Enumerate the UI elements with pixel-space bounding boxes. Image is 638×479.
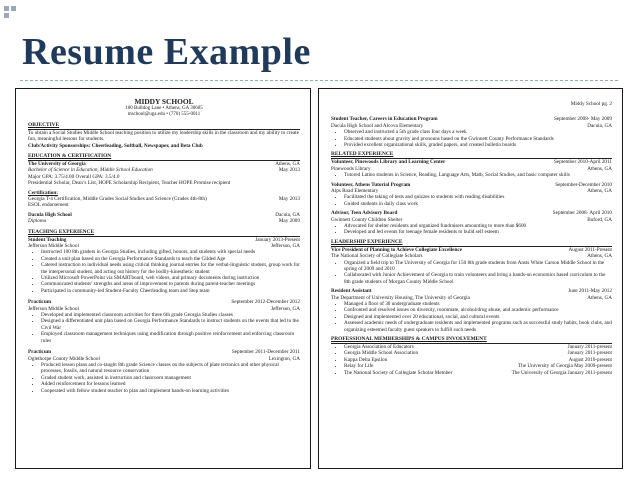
list-item: • Designed and implemented over 20 educational, social, and cultural events xyxy=(344,314,612,320)
membership-name: • Georgia Middle School Association xyxy=(344,350,419,357)
practicum2-role: Practicum xyxy=(28,349,52,356)
certification-line: Georgia T-4 Certification, Middle Grades Social Studies and Science (Grades 4th-8th) xyxy=(28,196,207,203)
entry1-role: Student Teacher, Careers in Education Program xyxy=(331,116,438,123)
list-item: • Catered instruction to individual needs using critical thinking journal entries for the verbal-linguistic student, group work for the interpersonal student, and acting out history for the bodily-kinesthetic student xyxy=(41,262,300,275)
highschool-diploma: Diploma xyxy=(28,218,47,225)
related0-org: Pinewoods Library xyxy=(331,165,371,172)
practicum2-bullets xyxy=(28,362,300,394)
membership-name: • Georgia Association of Educators xyxy=(344,343,414,350)
related2-role: Advisor, Teen Advisory Board xyxy=(331,210,398,217)
membership-name: • Relay for Life xyxy=(344,363,374,370)
education-location: Athens, GA xyxy=(275,161,300,168)
leadership0-bullets xyxy=(331,260,612,286)
list-item: • Employed classroom management techniques using modification through positive reinforcement and enforcing classroom rules xyxy=(41,331,300,344)
list-item: • Confronted and resolved issues on diversity, roommate, alcohol/drug abuse, and academic performance xyxy=(344,307,612,313)
membership-dates: January 2011-present xyxy=(567,350,612,357)
education-gpa: Major GPA: 3.75/4.00 Overall GPA: 3.5/4.0 xyxy=(28,173,120,180)
teaching-role: Student Teaching xyxy=(28,236,67,243)
leadership1-bullets xyxy=(331,301,612,333)
list-item: • Created a unit plan based on the Georgia Performance Standards to teach the Gilded Age xyxy=(41,256,300,262)
list-item: • Developed and implemented classroom activities for three 6th grade Georgia Studies classes xyxy=(41,312,300,318)
memberships-list xyxy=(331,344,612,376)
corner-decoration xyxy=(4,6,18,20)
list-item: • Graded student work, assisted in instruction and classroom management xyxy=(41,375,300,381)
list-item: • Guided students in daily class work xyxy=(344,201,612,207)
list-item: • Tutored Latino students in Science, Reading, Language Arts, Math, Social Studies, and basic computer skills xyxy=(344,172,612,178)
related0-role: Volunteer, Pinewoods Library and Learning Center xyxy=(331,159,446,166)
education-date: May 2013 xyxy=(278,167,300,174)
list-item: • Designed a differentiated unit plan based on Georgia Performance Standards to instruct students on the events that led to the Civil War xyxy=(41,318,300,331)
entry1-bullets xyxy=(331,129,612,148)
leadership1-role: Resident Assistant xyxy=(331,288,372,295)
list-item: • Educated students about gravity and pronouns based on the Gwinnett County Performance Standards xyxy=(344,136,612,142)
list-item: • Organized a field trip to The University of Georgia for 150 8th grade students from Ansts White Carson Middle School in the spring of 2009 and 2010 xyxy=(344,260,612,273)
membership-dates: The University of Georgia January 2011-present xyxy=(511,369,612,376)
related0-dates: September 2010-April 2011 xyxy=(553,159,612,166)
slide-title: Resume Example xyxy=(22,31,311,73)
list-item: • Added reinforcement for lessons learned xyxy=(41,381,300,387)
membership-dates: August 2010-present xyxy=(568,356,612,363)
practicum1-role: Practicum xyxy=(28,299,52,306)
list-item: • Developed and led events for teenage female residents to build self esteem xyxy=(344,229,612,235)
highschool-name: Dacula High School xyxy=(28,211,72,218)
resume-address: 100 Bulldog Lane • Athens, GA 30605 xyxy=(125,106,203,111)
list-item xyxy=(344,370,612,376)
membership-dates: The University of Georgia May 2009-present xyxy=(518,363,612,370)
related1-dates: September-December 2010 xyxy=(555,181,612,188)
list-item: • Utilized Microsoft PowerPoint via SMARTboard, web videos, and primary documents during instruction xyxy=(41,275,300,281)
practicum2-school-row xyxy=(28,356,300,362)
section-heading-objective: OBJECTIVE xyxy=(28,122,300,130)
list-item: • Cooperated with fellow student teacher to plan and implement hands-on learning activities xyxy=(41,388,300,394)
education-degree-row xyxy=(28,167,300,173)
highschool-diploma-row xyxy=(28,218,300,224)
entry1-dates: September 2008- May 2009 xyxy=(553,116,612,123)
membership-name: • The National Society of Collegiate Scholar Member xyxy=(344,369,453,376)
education-school: The University of Georgia xyxy=(28,161,86,168)
membership-dates: January 2011-present xyxy=(567,343,612,350)
list-item: • Managed a floor of 30 undergraduate students xyxy=(344,301,612,307)
leadership1-location: Athens, GA xyxy=(587,294,612,301)
section-heading-related: RELATED EXPERIENCE xyxy=(331,151,612,159)
certification-esol: ESOL endorsement xyxy=(28,202,69,209)
resume-name: MIDDY SCHOOL xyxy=(134,97,194,106)
highschool-date: May 2009 xyxy=(278,218,300,225)
education-honors: Presidential Scholar, Dean’s List, HOPE Scholarship Recipient, Teacher HOPE Promise recipient xyxy=(28,180,231,187)
list-item: • Participated in community-led Student-Faculty Cheerleading team and Step team xyxy=(41,288,300,294)
related2-org: Gwinnett County Children Shelter xyxy=(331,216,403,223)
leadership1-org: The Department of University Housing, The University of Georgia xyxy=(331,294,470,301)
list-item: • Communicated students’ strengths and areas of improvement to parents during parent-teacher meetings xyxy=(41,281,300,287)
teaching-location: Jefferson, GA xyxy=(270,243,300,249)
practicum2-school: Oglethorpe County Middle School xyxy=(28,355,100,362)
highschool-location: Dacula, GA xyxy=(275,211,300,218)
practicum2-location: Lexington, GA xyxy=(268,355,300,362)
related2-bullets xyxy=(331,223,612,236)
page-2-header: Middy School pg. 2 xyxy=(570,101,612,107)
practicum1-location: Jefferson, GA xyxy=(270,305,300,312)
list-item: • Assessed academic needs of undergraduate residents and implemented programs such as successful study habits, book clubs, and organizing esteemed faculty guest speakers to fulfill such needs xyxy=(344,320,612,333)
leadership0-location: Athens, GA xyxy=(587,253,612,260)
list-item: • Produced lesson plans and co-taught 8th grade Science classes on the subjects of plate tectonics and other physical processes, fossils, and natural resource conservation xyxy=(41,362,300,375)
resume-page-1 xyxy=(15,88,311,469)
related1-role: Volunteer, Athens Tutorial Program xyxy=(331,181,411,188)
practicum1-bullets xyxy=(28,312,300,344)
list-item: • Provided excellent organizational skills, graded papers, and created bulletin boards xyxy=(344,142,612,148)
practicum1-dates: September 2012-December 2012 xyxy=(231,299,300,306)
list-item: • Collaborated with Junior Achievement of Georgia to train volunteers and bring a hands-on economics based curriculum to the 8th grade students of Morgan County Middle School xyxy=(344,272,612,285)
leadership0-role: Vice President of Planning to Achieve Collegiate Excellence xyxy=(331,246,462,253)
certification-date: May 2013 xyxy=(278,196,300,203)
membership-name: • Kappa Delta Epsilon xyxy=(344,356,388,363)
list-item: • Instructed 100 8th graders in Georgia Studies, including gifted, honors, and students with special needs xyxy=(41,249,300,255)
leadership0-org-row xyxy=(331,253,612,259)
practicum2-dates: September 2011-December 2011 xyxy=(231,349,300,356)
section-heading-education: EDUCATION & CERTIFICATION xyxy=(28,153,300,161)
related1-bullets xyxy=(331,194,612,207)
entry1-school: Dacula High School and Alcova Elementary xyxy=(331,122,424,129)
related1-location: Athens, GA xyxy=(587,187,612,194)
list-item: • Observed and instructed a 5th grade class four days a week xyxy=(344,129,612,135)
certification-heading: Certification: xyxy=(28,189,58,196)
practicum1-school: Jefferson Middle School xyxy=(28,305,79,312)
related2-dates: September 2008- April 2010 xyxy=(552,210,612,217)
education-degree: Bachelor of Science in Education, Middle School Education xyxy=(28,167,153,174)
teaching-dates: January 2013-Present xyxy=(255,236,300,243)
related1-org: Alps Road Elementary xyxy=(331,187,379,194)
resume-contact: mschool@uga.edu • (770) 555-0011 xyxy=(127,112,201,117)
section-heading-teaching: TEACHING EXPERIENCE xyxy=(28,229,300,237)
objective-text: To obtain a Social Studies Middle School teaching position to utilize my leadership skills in the classroom and my ability to create fun, meaningful lessons for students. xyxy=(28,129,299,143)
related0-location: Athens, GA xyxy=(587,165,612,172)
teaching-school: Jefferson Middle School xyxy=(28,243,79,249)
teaching-bullets xyxy=(28,249,300,294)
list-item: • Advocated for shelter residents and organized fundraisers amounting to more than $600 xyxy=(344,223,612,229)
related2-location: Buford, GA xyxy=(587,216,612,223)
title-divider xyxy=(20,80,618,81)
resume-page-2 xyxy=(318,88,623,469)
section-heading-memberships: PROFESSIONAL MEMBERSHIPS & CAMPUS INVOLVEMENT xyxy=(331,336,612,344)
section-heading-leadership: LEADERSHIP EXPERIENCE xyxy=(331,239,612,247)
leadership0-org: The National Society of Collegiate Scholars xyxy=(331,253,423,260)
leadership0-dates: August 2011-Present xyxy=(568,246,612,253)
entry1-location: Dacula, GA xyxy=(587,122,612,129)
leadership1-dates: June 2011-May 2012 xyxy=(568,288,612,295)
related0-bullets xyxy=(331,172,612,178)
list-item: • Facilitated the taking of tests and quizzes to students with reading disabilities xyxy=(344,194,612,200)
objective-clubs: Club/Activity Sponsorships: Cheerleading, Softball, Newspaper, and Beta Club xyxy=(28,142,203,149)
